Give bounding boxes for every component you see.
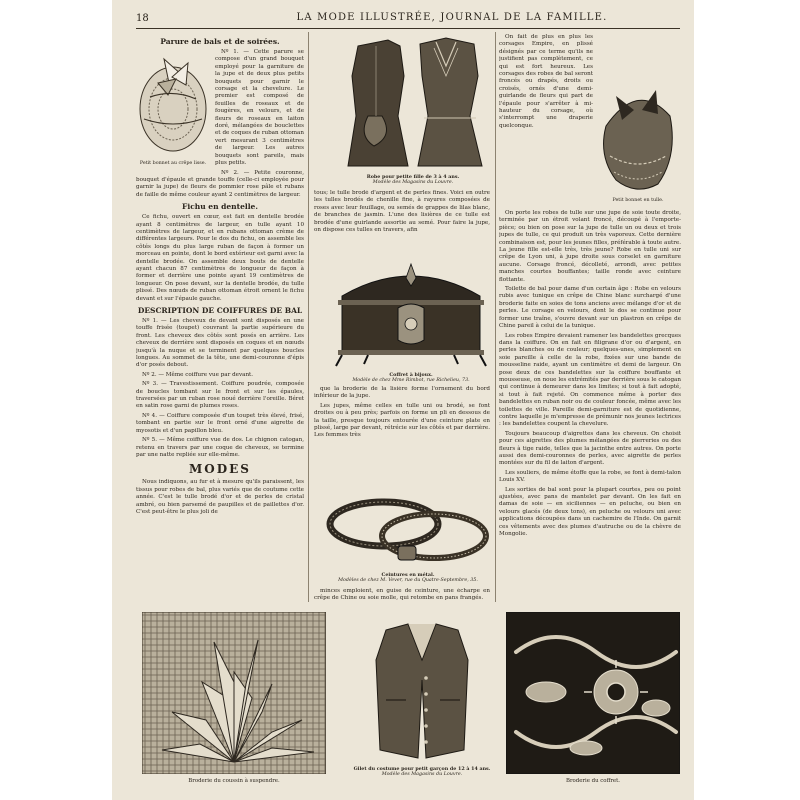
gilet-caption bbox=[338, 766, 506, 778]
text-coiffure-1: Nº 1. — Les cheveux de devant sont disposés en une touffe frisée (toupet) couvrant la partie supérieure du front. Les cheveux des côtés sont posés en arrière. Les cheveux de derrière sont disposés en coques et en nœuds jusqu'à la nuque et se terminent par quelques boucles longues. Au sommet de la tête, une demi-couronne d'épis d'or posés debout. bbox=[136, 318, 304, 369]
header-rule bbox=[136, 28, 680, 29]
bonnet-illustration bbox=[136, 49, 210, 161]
gilet-caption-source: Modèle des Magasins du Louvre. bbox=[381, 772, 463, 777]
ceintures-figure bbox=[324, 490, 492, 570]
text-corsages-empire: On fait de plus en plus les corsages Empire, en plissé désignés par ce terme qu'ils ne justifient pas complètement, ce qui est fort heureux. Les corsages des robes de bal seront froncés ou drapés, droits ou croisés, ornés d'une demi-guirlande de fleurs qui part de l'épaule pour s'arrêter à mi-hauteur du corsage, où s'interrompt une draperie quelconque. bbox=[499, 34, 593, 129]
text-coiffure-2: Nº 2. — Même coiffure vue par devant. bbox=[142, 371, 254, 378]
broderie-coussin-caption: Broderie du coussin à suspendre. bbox=[188, 778, 280, 784]
column-middle-text-3 bbox=[314, 588, 490, 610]
coffret-caption-source: Modèle de chez Mme Rimbot, rue Richelieu, 73. bbox=[352, 378, 470, 383]
ceintures-illustration bbox=[324, 490, 492, 570]
column-rule bbox=[308, 32, 309, 602]
bonnet-tulle-caption: Petit bonnet en tulle. bbox=[612, 198, 664, 203]
robe-caption-source: Modèle des Magasins du Louvre. bbox=[372, 180, 454, 185]
text-aigrettes: Toujours beaucoup d'aigrettes dans les cheveux. On choisit pour ces aigrettes des plumes mélangées de pierreries ou des fleurs à tige raide, telles que la jacinthe entre autres. On porte aussi des demi-couronnes de perles, avec aigrette de perles montées sur du fil de laiton d'argent. bbox=[499, 430, 681, 467]
text-coiffure-4: Nº 4. — Coiffure composée d'un toupet très élevé, frisé, tombant en partie sur le front orné d'une aigrette de myosotis et d'un papillon bleu. bbox=[136, 412, 304, 434]
text-coiffure-5: Nº 5. — Même coiffure vue de dos. Le chignon catogan, retenu en travers par une coque de cheveux, se termine par une natte repliée sur elle-même. bbox=[136, 437, 304, 458]
bonnet-figure bbox=[136, 49, 210, 169]
ceintures-caption bbox=[324, 572, 492, 584]
coffret-illustration bbox=[328, 256, 494, 368]
text-coiffure-3: Nº 3. — Travestissement. Coiffure poudrée, composée de boucles tombant sur le front et sur les épaules, traversées par un ruban rose noué derrière l'oreille. Béret en satin rose garni de plumes roses. bbox=[136, 381, 304, 410]
heading-coiffures: DESCRIPTION DE COIFFURES DE BAL bbox=[137, 306, 303, 315]
text-sorties-bal: Les sorties de bal sont pour la plupart courtes, peu ou point ajustées, avec pans de mantelet par devant. On les fait en damas de soie — en siciliennes — en peluche, ou bien en velours glacés (de deux tons), en peluche ou velours uni avec applications découpées dans un cachemire de l'Inde. On garnit ces vêtements avec des plumes d'autruche ou de la chèvre de Mongolie. bbox=[499, 486, 681, 538]
text-broderie-lisiere: que la broderie de la lisière forme l'ornement du bord inférieur de la jupe. bbox=[314, 386, 490, 400]
text-parure-1: Nº 1. — Cette parure se compose d'un grand bouquet employé pour la garniture de la jupe et de deux plus petits bouquets pour garnir le corsage et la chevelure. Le premier est composé de feuilles de roseaux et de fougères, en velours, et de fleurs de roseaux en laiton doré, mélangées de bouclettes et de coques de ruban ottoman vert mesurant 3 centimètres de largeur. Les autres bouquets sont pareils, mais plus petits. bbox=[215, 49, 304, 167]
heading-parure: Parure de bals et de soirées. bbox=[160, 37, 280, 46]
column-middle-text-1 bbox=[314, 190, 490, 252]
ceintures-caption-source: Modèles de chez M. Vever, rue du Quatre-Septembre, 35. bbox=[338, 578, 478, 583]
robe-caption bbox=[338, 174, 488, 186]
column-rule bbox=[495, 32, 496, 602]
text-robes-tulle: On porte les robes de tulle sur une jupe de soie toute droite, terminée par un étroit volant froncé, découpé à l'emporte-pièce; ou bien on pose sur la jupe de tulle un ou deux et trois jupes de tulle, ce qui produit un très vaporeux. Cette dernière combinaison est, pour les jeunes filles, préférable à toute autre. La jeune fille est-elle très, très jeune? Robe en tulle uni sur crêpe de Lyon uni, à jupe droite sous corselet en garniture aucune. Corsage froncé, décolleté, arrondi, avec petites manches courtes bouffantes; taille ronde avec ceinture flottante. bbox=[499, 210, 681, 283]
page-header bbox=[112, 10, 694, 26]
bonnet-caption: Petit bonnet au crêpe lisse. bbox=[139, 161, 207, 166]
page-number: 18 bbox=[136, 13, 149, 24]
column-left bbox=[136, 34, 304, 596]
gilet-illustration bbox=[356, 620, 488, 762]
gilet-figure bbox=[356, 620, 488, 762]
robe-illustration bbox=[338, 36, 488, 172]
broderie-coffret-figure bbox=[506, 612, 680, 774]
bonnet-tulle-figure bbox=[596, 76, 680, 204]
broderie-coffret-caption: Broderie du coffret. bbox=[565, 778, 620, 784]
newspaper-page bbox=[112, 0, 694, 800]
column-right-text-2 bbox=[499, 210, 681, 598]
coffret-figure bbox=[328, 256, 494, 368]
text-parure-2: Nº 2. — Petite couronne, bouquet d'épaule et grande touffe (celle-ci employée pour garnir la jupe) de fleurs de pommier rose pâle et rubans de faille de même couleur ayant 2 centimètres de largeur. bbox=[136, 169, 304, 198]
column-middle-text-2 bbox=[314, 386, 490, 488]
broderie-coussin-illustration bbox=[142, 612, 326, 774]
heading-fichu: Fichu en dentelle. bbox=[182, 202, 258, 212]
text-jupes: Les jupes, même celles en tulle uni ou brodé, se font droites ou à peu près; parfois on forme un pli en dessous de la taille, presque toujours entourée d'une ceinture plate en plissé, large par devant, rétrécie sur les côtés et par derrière. Les femmes très bbox=[314, 402, 490, 439]
bonnet-tulle-illustration bbox=[596, 76, 680, 198]
coffret-caption-title: Coffret à bijoux. bbox=[389, 372, 433, 378]
text-fichu: Ce fichu, ouvert en cœur, est fait en dentelle brodée ayant 8 centimètres de largeur, en tulle ayant 10 centimètres de largeur, et en rubans ottoman crème de différentes largeurs. Pour le dos du fichu, on assemble les côtés longs du plus large ruban de façon à former un morceau en pointe, dont le bord extérieur est garni avec la dentelle brodée. On assemble deux bouts de dentelle ayant chacun 87 centimètres de longueur de façon à former et derrière une pointe ayant 19 centimètres de longueur. On pose devant, sur la dentelle brodée, du tulle plissé. Des nœuds de ruban ottoman étroit ornent le fichu devant et sur l'épaule gauche. bbox=[136, 214, 304, 302]
text-tulles: tous; le tulle brodé d'argent et de perles fines. Voici en outre les tulles brodés de chenille fine, à rayures composées de roses avec leur feuillage, ou semés de grappes de lilas blanc, de branches de jasmin. L'une des lisières de ce tulle est brodée d'une guirlande assortie au semé. Pour faire la jupe, on dispose ces tulles en travers, afin bbox=[314, 190, 490, 234]
running-title: LA MODE ILLUSTRÉE, JOURNAL DE LA FAMILLE. bbox=[296, 12, 608, 23]
coffret-caption bbox=[328, 372, 494, 384]
text-echarpe: minces emploient, en guise de ceinture, une écharpe en crêpe de Chine ou soie molle, qui retombe en pans frangés. bbox=[314, 588, 490, 602]
broderie-coussin-figure bbox=[142, 612, 326, 774]
robe-figure bbox=[338, 36, 488, 172]
gilet-caption-title: Gilet du costume pour petit garçon de 12 à 14 ans. bbox=[353, 766, 491, 772]
robe-caption-title: Robe pour petite fille de 3 à 4 ans. bbox=[366, 174, 460, 180]
text-souliers: Les souliers, de même étoffe que la robe, se font à demi-talon Louis XV. bbox=[499, 469, 681, 484]
column-right-text-1 bbox=[499, 34, 593, 210]
text-toilette-dame: Toilette de bal pour dame d'un certain âge : Robe en velours rubis avec tunique en crêpe de Chine blanc surchargé d'une broderie faite en soies de tons anciens avec mélange d'or et de perles. Le corsage en velours, dont le dos se continue pour former une traîne, s'ouvre devant sur un plastron en crêpe de Chine pareil à celui de la tunique. bbox=[499, 286, 681, 330]
text-modes: Nous indiquons, au fur et à mesure qu'ils paraissent, les tissus pour robes de bal, plus variés que de coutume cette année. C'est le tulle brodé d'or et de perles de cristal ambré, ou bien parsemé de paupilles et de paillettes d'or. C'est peut-être le plus joli de bbox=[136, 479, 304, 515]
broderie-coffret-illustration bbox=[506, 612, 680, 774]
ceintures-caption-title: Ceintures en métal. bbox=[381, 572, 435, 578]
text-bandelettes: Les robes Empire devaient ramener les bandelettes grecques dans la coiffure. On en fait en filigrane d'or ou d'argent, en perles blanches ou de couleur; quelques-unes, simplement en soie pareille à celle de la robe, fixées sur une bande de mousseline raide, ayant un centimètre et demi de largeur. On pose deux de ces bandelettes sur la coiffure bouffante et mousseuse, on noue les extrémités par derrière sous le catogan qui continue à demeurer dans les limites; si tout à fait adopté, si tout à fait rejeté. On commence même à porter des bandelettes en ruban noir ou de couleur foncée, même avec les toilettes de ville. Pareille demi-garniture est de quotidienne, contre laquelle je m'empresse de prémunir nos jeunes lectrices : les bandelettes coupent la chevelure. bbox=[499, 332, 681, 428]
heading-modes: MODES bbox=[189, 462, 251, 477]
